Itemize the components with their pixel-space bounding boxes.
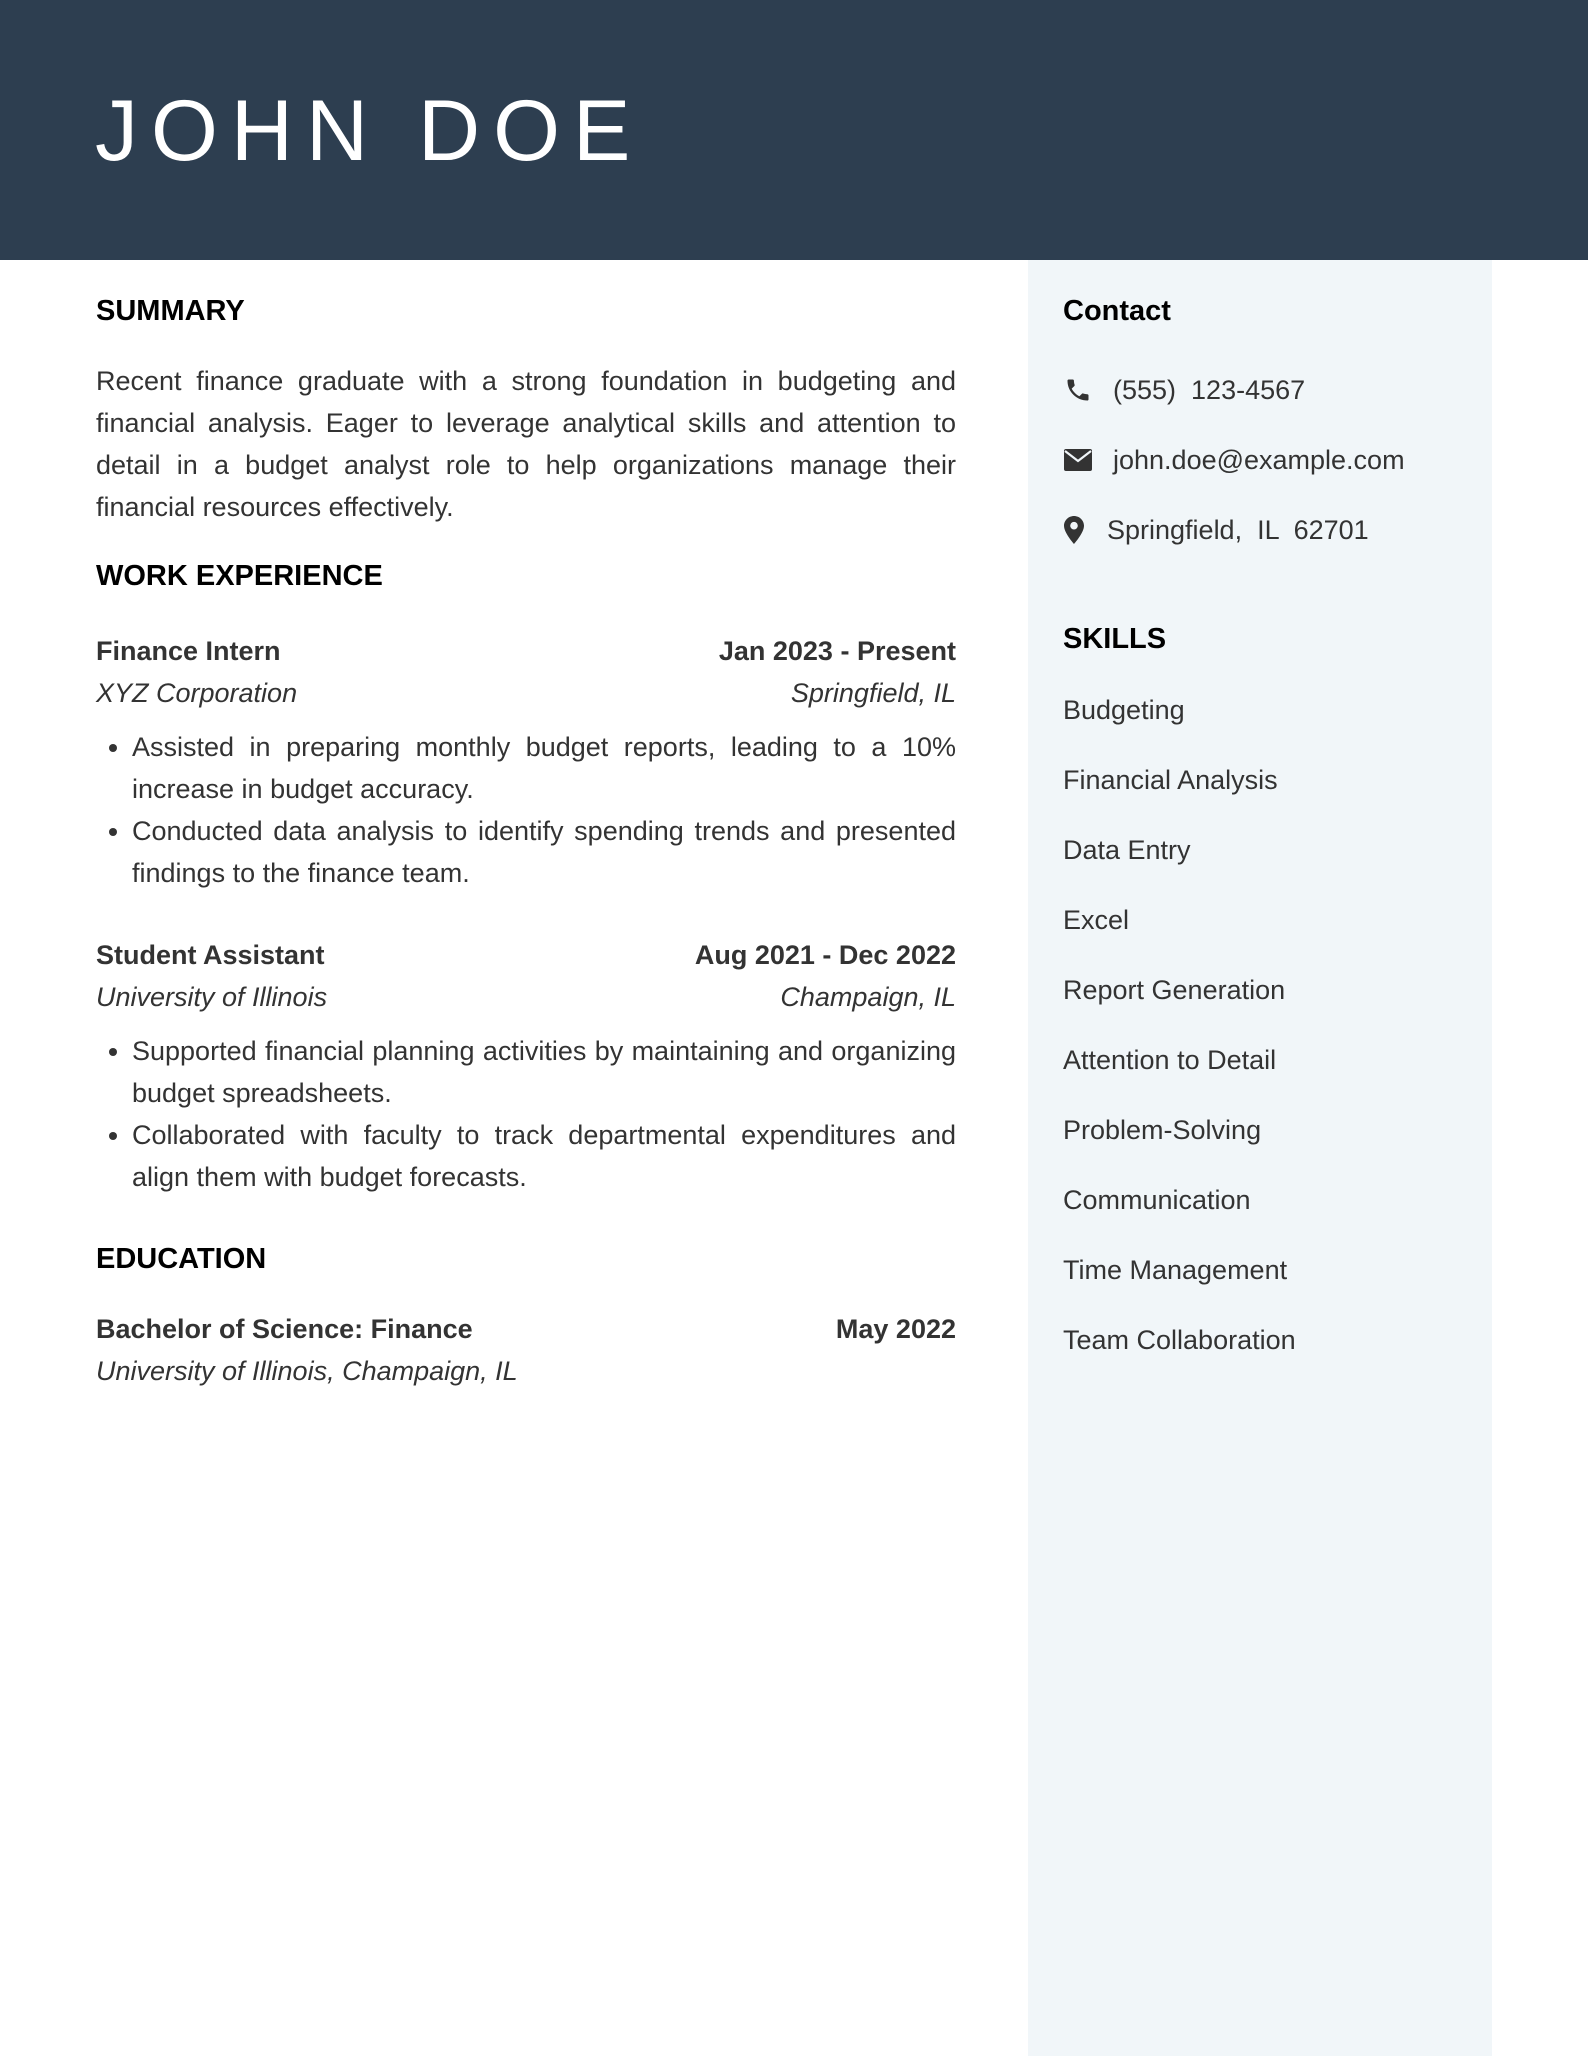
job-dates: Aug 2021 - Dec 2022	[694, 939, 956, 970]
skill-item: Excel	[1063, 905, 1130, 935]
skill-item: Financial Analysis	[1063, 765, 1278, 795]
job-bullet: • Conducted data analysis to identify spending trends and presented findings to the finance team.	[132, 810, 956, 894]
contact-phone	[1063, 370, 1405, 410]
contact-location-text: Springfield, IL 62701	[1107, 514, 1369, 545]
education-school: University of Illinois, Champaign, IL	[96, 1356, 518, 1387]
job-bullet: • Supported financial planning activities by maintaining and organizing budget spreadsheets.	[132, 1030, 956, 1114]
header-banner	[0, 0, 1588, 260]
job-bullets	[96, 726, 956, 894]
job-company: XYZ Corporation	[96, 677, 298, 708]
job-bullet: • Collaborated with faculty to track departmental expenditures and align them with budget forecasts.	[132, 1114, 956, 1198]
job-bullet: • Assisted in preparing monthly budget reports, leading to a 10% increase in budget accuracy.	[132, 726, 956, 810]
skill-item: Communication	[1063, 1185, 1251, 1215]
job-entry	[96, 630, 956, 894]
job-role: Student Assistant	[96, 939, 325, 970]
job-location: Springfield, IL	[790, 677, 956, 708]
skills-heading: SKILLS	[1063, 623, 1167, 655]
skills-list	[1063, 690, 1296, 1390]
skill-item: Time Management	[1063, 1255, 1288, 1285]
summary-text: Recent finance graduate with a strong foundation in budgeting and financial analysis. Eager to leverage analytical skills and attention to detail in a budget analyst role to help organizations manage their financial resources effectively.	[96, 365, 956, 522]
job-role: Finance Intern	[96, 635, 281, 666]
job-header-row	[96, 630, 956, 672]
job-dates: Jan 2023 - Present	[718, 635, 956, 666]
sidebar	[1028, 260, 1492, 2056]
skill-item: Budgeting	[1063, 695, 1185, 725]
phone-icon	[1063, 375, 1093, 405]
education-school-row	[96, 1350, 956, 1392]
job-company: University of Illinois	[96, 981, 328, 1012]
job-bullets	[96, 1030, 956, 1198]
job-entry	[96, 934, 956, 1198]
job-company-row	[96, 672, 956, 714]
education-heading: EDUCATION	[96, 1242, 267, 1275]
skill-item: Team Collaboration	[1063, 1325, 1296, 1355]
contact-phone-text: (555) 123-4567	[1113, 374, 1306, 405]
job-company-row	[96, 976, 956, 1018]
summary-heading: SUMMARY	[96, 295, 245, 327]
skill-item: Data Entry	[1063, 835, 1191, 865]
map-pin-icon	[1063, 515, 1085, 545]
job-location: Champaign, IL	[780, 981, 956, 1012]
main-column	[96, 260, 956, 1392]
work-experience-heading: WORK EXPERIENCE	[96, 559, 383, 592]
envelope-icon	[1063, 445, 1093, 475]
skill-item: Problem-Solving	[1063, 1115, 1262, 1145]
skill-item: Attention to Detail	[1063, 1045, 1277, 1075]
contact-heading: Contact	[1063, 295, 1171, 327]
candidate-name: JOHN DOE	[95, 83, 644, 179]
contact-email	[1063, 440, 1405, 480]
education-header-row	[96, 1308, 956, 1350]
education-entry	[96, 1308, 956, 1392]
contact-email-text: john.doe@example.com	[1113, 444, 1405, 475]
skill-item: Report Generation	[1063, 975, 1286, 1005]
contact-list	[1063, 370, 1405, 580]
education-date: May 2022	[835, 1314, 956, 1345]
education-degree: Bachelor of Science: Finance	[96, 1314, 473, 1345]
job-header-row	[96, 934, 956, 976]
contact-location	[1063, 510, 1405, 550]
